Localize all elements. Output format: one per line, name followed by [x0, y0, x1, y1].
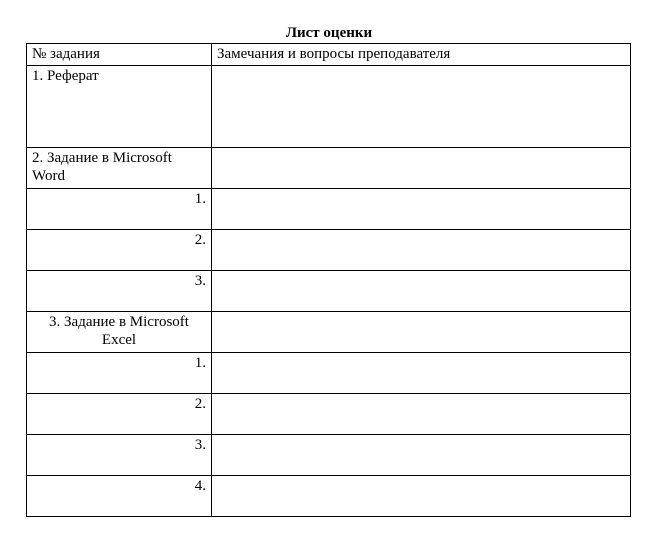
header-teacher-remarks: Замечания и вопросы преподавателя [212, 44, 631, 66]
table-row [27, 189, 631, 230]
remarks-cell[interactable] [212, 476, 631, 517]
task-label: 2. Задание в Microsoft Word [27, 148, 212, 189]
header-task-number: № задания [27, 44, 212, 66]
remarks-cell[interactable] [212, 435, 631, 476]
remarks-cell[interactable] [212, 312, 631, 353]
document-title: Лист оценки [285, 25, 373, 41]
remarks-cell[interactable] [212, 66, 631, 148]
subtask-number: 2. [27, 394, 212, 435]
table-row [27, 476, 631, 517]
table-row [27, 230, 631, 271]
subtask-number: 2. [27, 230, 212, 271]
table-header-row [27, 44, 631, 66]
subtask-number: 3. [27, 271, 212, 312]
remarks-cell[interactable] [212, 148, 631, 189]
table-row [27, 271, 631, 312]
evaluation-table [26, 43, 631, 517]
table-row [27, 312, 631, 353]
table-row [27, 353, 631, 394]
task-label: 1. Реферат [27, 66, 212, 148]
table-row [27, 435, 631, 476]
subtask-number: 1. [27, 189, 212, 230]
subtask-number: 4. [27, 476, 212, 517]
subtask-number: 1. [27, 353, 212, 394]
remarks-cell[interactable] [212, 189, 631, 230]
remarks-cell[interactable] [212, 230, 631, 271]
table-row [27, 394, 631, 435]
remarks-cell[interactable] [212, 271, 631, 312]
table-row [27, 148, 631, 189]
table-row [27, 66, 631, 148]
task-label: 3. Задание в Microsoft Excel [27, 312, 212, 353]
remarks-cell[interactable] [212, 353, 631, 394]
subtask-number: 3. [27, 435, 212, 476]
remarks-cell[interactable] [212, 394, 631, 435]
